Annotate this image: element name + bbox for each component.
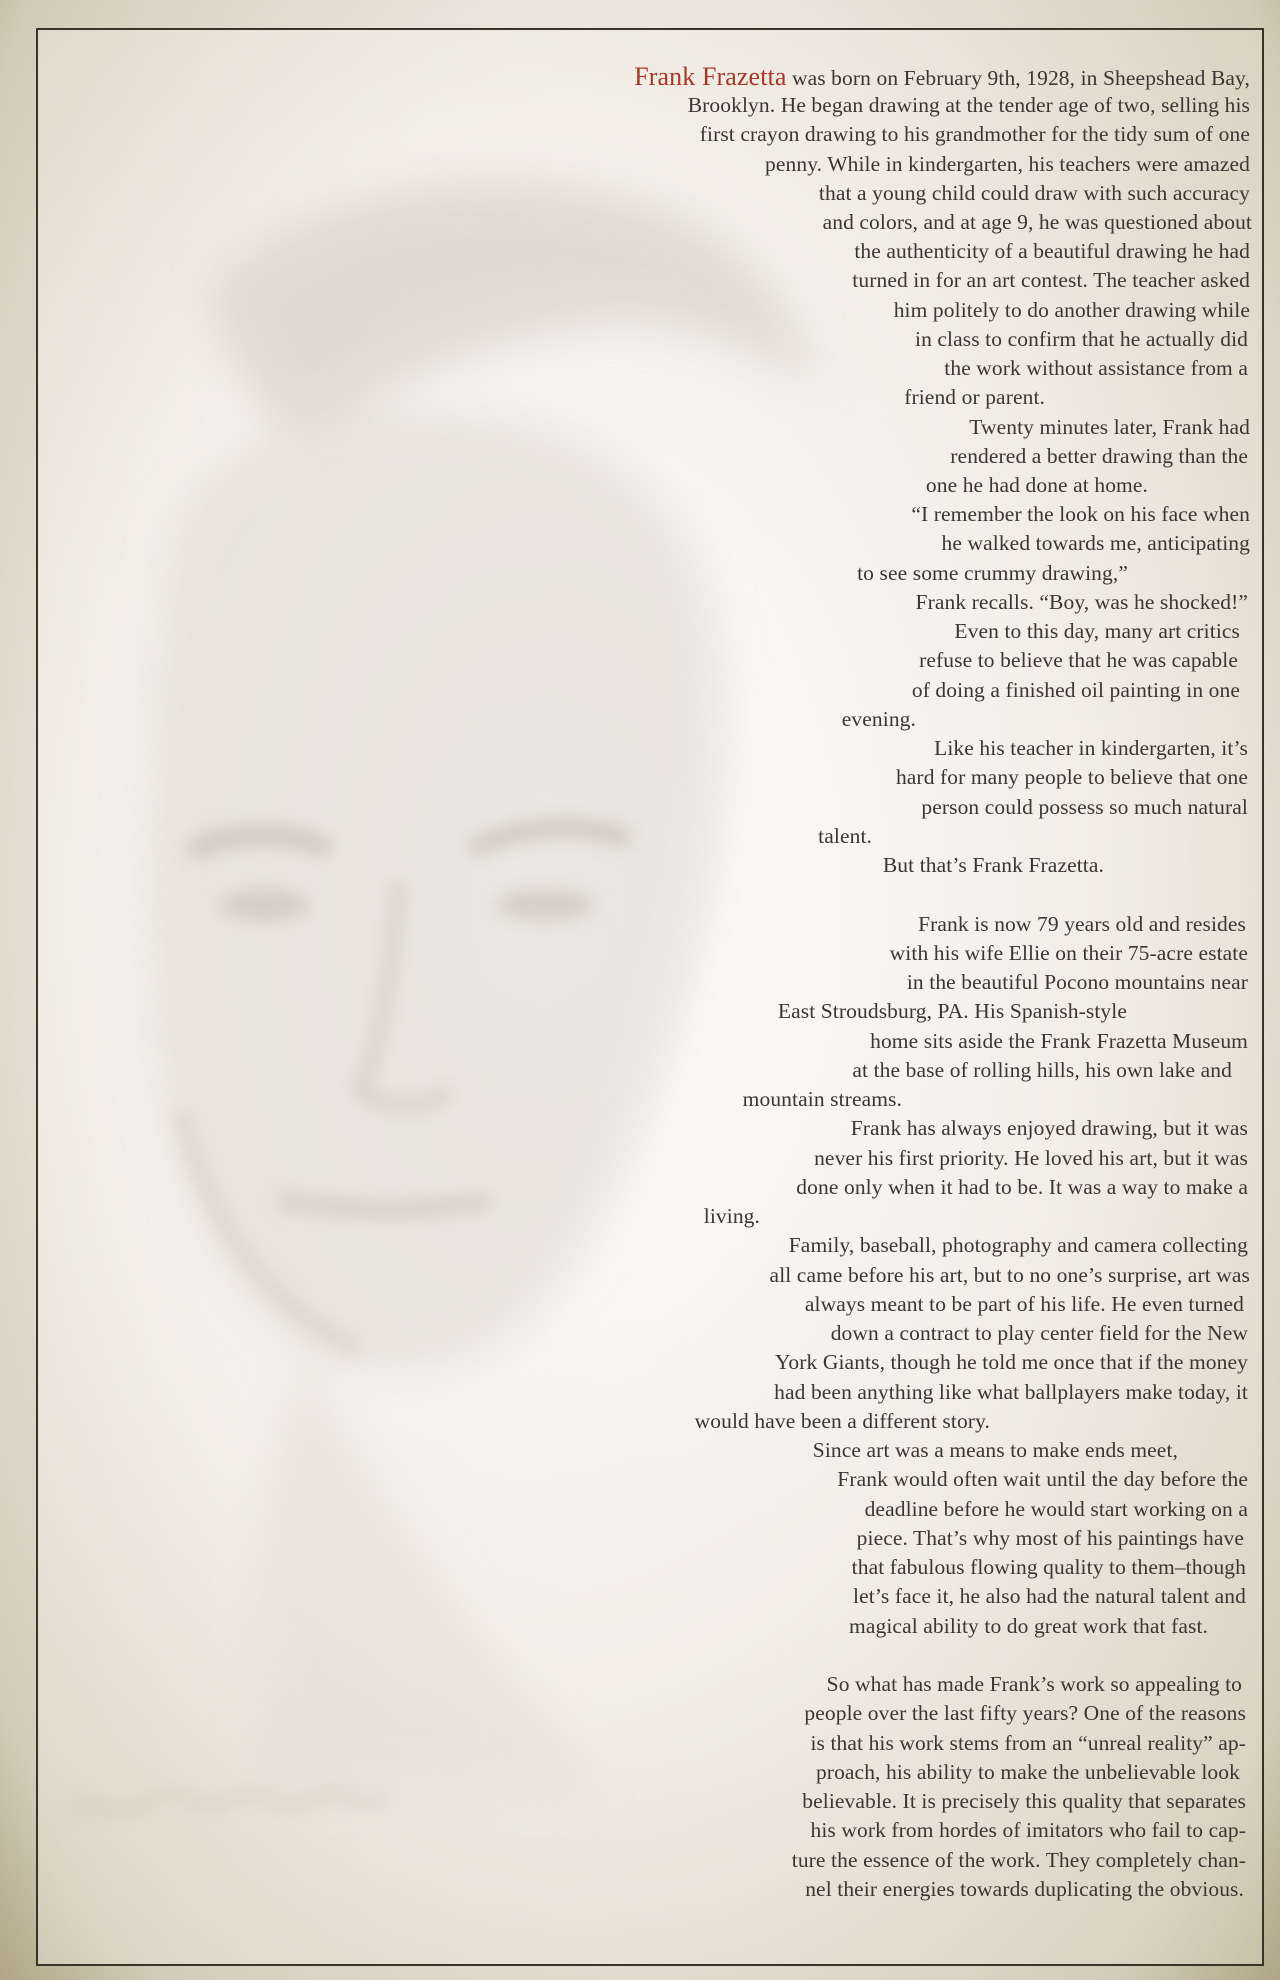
article-line (765, 150, 1250, 179)
article-line (942, 529, 1250, 558)
line-text: with his wife Ellie on their 75-acre estate (889, 941, 1248, 965)
line-text: would have been a different story. (694, 1409, 990, 1433)
article-line (775, 1348, 1248, 1377)
article-line (944, 354, 1248, 383)
line-text: all came before his art, but to no one’s surprise, art was (769, 1263, 1250, 1287)
line-text: deadline before he would start working on a (864, 1497, 1248, 1521)
line-text: person could possess so much natural (921, 795, 1248, 819)
article-line (804, 1699, 1246, 1728)
line-text: always meant to be part of his life. He even turned (804, 1292, 1244, 1316)
line-text: rendered a better drawing than the (950, 444, 1248, 468)
line-text: Family, baseball, photography and camera collecting (788, 1233, 1248, 1257)
line-text: Brooklyn. He began drawing at the tender age of two, selling his (687, 93, 1250, 117)
article-line (792, 1846, 1246, 1875)
line-text: mountain streams. (742, 1087, 902, 1111)
article-line (950, 442, 1248, 471)
article-line (810, 1816, 1246, 1845)
article-line (796, 1173, 1248, 1202)
line-text: had been anything like what ballplayers make today, it (774, 1380, 1248, 1404)
line-text: talent. (818, 824, 872, 848)
article-line (827, 1670, 1242, 1699)
article-line (849, 1612, 1208, 1641)
article-line (870, 1027, 1248, 1056)
article-line (934, 734, 1248, 763)
line-text: home sits aside the Frank Frazetta Museum (870, 1029, 1248, 1053)
line-text: turned in for an art contest. The teacher asked (852, 268, 1250, 292)
article-line (810, 1729, 1246, 1758)
line-text: Frank would often wait until the day before the (837, 1467, 1248, 1491)
line-text: believable. It is precisely this quality that separates (802, 1789, 1246, 1813)
line-text: people over the last fifty years? One of the reasons (804, 1701, 1246, 1725)
line-text: let’s face it, he also had the natural talent and (853, 1584, 1246, 1608)
article-line (926, 471, 1148, 500)
article-line (816, 1758, 1240, 1787)
line-text: refuse to believe that he was capable (919, 648, 1238, 672)
line-text: ture the essence of the work. They completely chan- (791, 1848, 1246, 1872)
line-text: Twenty minutes later, Frank had (969, 415, 1250, 439)
article-line (915, 325, 1248, 354)
article-line (865, 1495, 1248, 1524)
article-line (916, 588, 1248, 617)
article-line (837, 1465, 1248, 1494)
line-text: living. (703, 1204, 760, 1228)
article-line (896, 763, 1248, 792)
line-text: Frank is now 79 years old and resides (918, 912, 1246, 936)
article-line (805, 1290, 1244, 1319)
article-line (688, 91, 1250, 120)
article-line (907, 968, 1248, 997)
line-text: friend or parent. (904, 385, 1045, 409)
line-text: that a young child could draw with such accuracy (818, 181, 1250, 205)
line-text: Even to this day, many art critics (954, 619, 1240, 643)
line-text: Frank has always enjoyed drawing, but it was (850, 1116, 1248, 1140)
article-line (911, 500, 1250, 529)
subject-name: Frank Frazetta (634, 62, 787, 91)
line-text: and colors, and at age 9, he was questioned about (822, 210, 1252, 234)
line-text: in the beautiful Pocono mountains near (906, 970, 1248, 994)
article-line (805, 1875, 1244, 1904)
article-line (890, 939, 1248, 968)
article-line (813, 1436, 1178, 1465)
article-line (818, 822, 872, 851)
line-text: penny. While in kindergarten, his teachers were amazed (765, 152, 1250, 176)
article-line (852, 1056, 1232, 1085)
line-text: done only when it had to be. It was a way to make a (796, 1175, 1248, 1199)
article-line (894, 296, 1250, 325)
line-text: the work without assistance from a (944, 356, 1248, 380)
article-line (700, 120, 1250, 149)
line-text: “I remember the look on his face when (911, 502, 1250, 526)
line-text: at the base of rolling hills, his own lake and (852, 1058, 1232, 1082)
line-text: of doing a finished oil painting in one (911, 678, 1240, 702)
article-line (854, 237, 1250, 266)
article-line (883, 851, 1104, 880)
article-line (743, 1085, 902, 1114)
line-text: evening. (841, 707, 916, 731)
line-text: magical ability to do great work that fast. (849, 1614, 1208, 1638)
article-line (969, 413, 1250, 442)
line-text: to see some crummy drawing,” (857, 561, 1128, 585)
line-text: he walked towards me, anticipating (941, 531, 1250, 555)
line-text: piece. That’s why most of his paintings have (856, 1526, 1244, 1550)
line-text: But that’s Frank Frazetta. (882, 853, 1104, 877)
line-text: was born on February 9th, 1928, in Sheepshead Bay, (786, 66, 1250, 90)
line-text: So what has made Frank’s work so appealing to (826, 1672, 1242, 1696)
article-line (853, 1582, 1246, 1611)
article-line (695, 1407, 990, 1436)
line-text: proach, his ability to make the unbelievable look (815, 1760, 1240, 1784)
article-line (919, 646, 1238, 675)
line-text: York Giants, though he told me once that if the money (774, 1350, 1248, 1374)
line-text: Like his teacher in kindergarten, it’s (934, 736, 1248, 760)
line-text: never his first priority. He loved his art, but it was (814, 1146, 1248, 1170)
line-text: nel their energies towards duplicating the obvious. (805, 1877, 1244, 1901)
line-text: is that his work stems from an “unreal reality” ap- (810, 1731, 1246, 1755)
line-text: in class to confirm that he actually did (915, 327, 1248, 351)
line-text: Frank recalls. “Boy, was he shocked!” (915, 590, 1248, 614)
line-text: him politely to do another drawing while (893, 298, 1250, 322)
article-line (634, 62, 1250, 93)
article-line (789, 1231, 1248, 1260)
line-text: down a contract to play center field for the New (830, 1321, 1248, 1345)
line-text: Since art was a means to make ends meet, (812, 1438, 1178, 1462)
article-line (774, 1378, 1248, 1407)
article-line (819, 179, 1250, 208)
article-line (823, 208, 1252, 237)
article-line (852, 1553, 1246, 1582)
article-line (852, 266, 1250, 295)
line-text: one he had done at home. (925, 473, 1148, 497)
line-text: first crayon drawing to his grandmother for the tidy sum of one (699, 122, 1250, 146)
line-text: East Stroudsburg, PA. His Spanish-style (777, 999, 1127, 1023)
article-line (704, 1202, 760, 1231)
article-line (831, 1319, 1248, 1348)
article-line (921, 793, 1248, 822)
article-line (904, 383, 1045, 412)
article-line (857, 559, 1128, 588)
article-line (918, 910, 1246, 939)
article-line (857, 1524, 1244, 1553)
article-line (912, 676, 1240, 705)
article-line (851, 1114, 1248, 1143)
line-text: hard for many people to believe that one (895, 765, 1248, 789)
line-text: the authenticity of a beautiful drawing he had (854, 239, 1250, 263)
article-line (770, 1261, 1250, 1290)
article-line (954, 617, 1240, 646)
article-line (778, 997, 1127, 1026)
line-text: that fabulous flowing quality to them–though (851, 1555, 1246, 1579)
article-line (842, 705, 916, 734)
line-text: his work from hordes of imitators who fail to cap- (810, 1818, 1246, 1842)
article-line (814, 1144, 1248, 1173)
article-line (802, 1787, 1246, 1816)
